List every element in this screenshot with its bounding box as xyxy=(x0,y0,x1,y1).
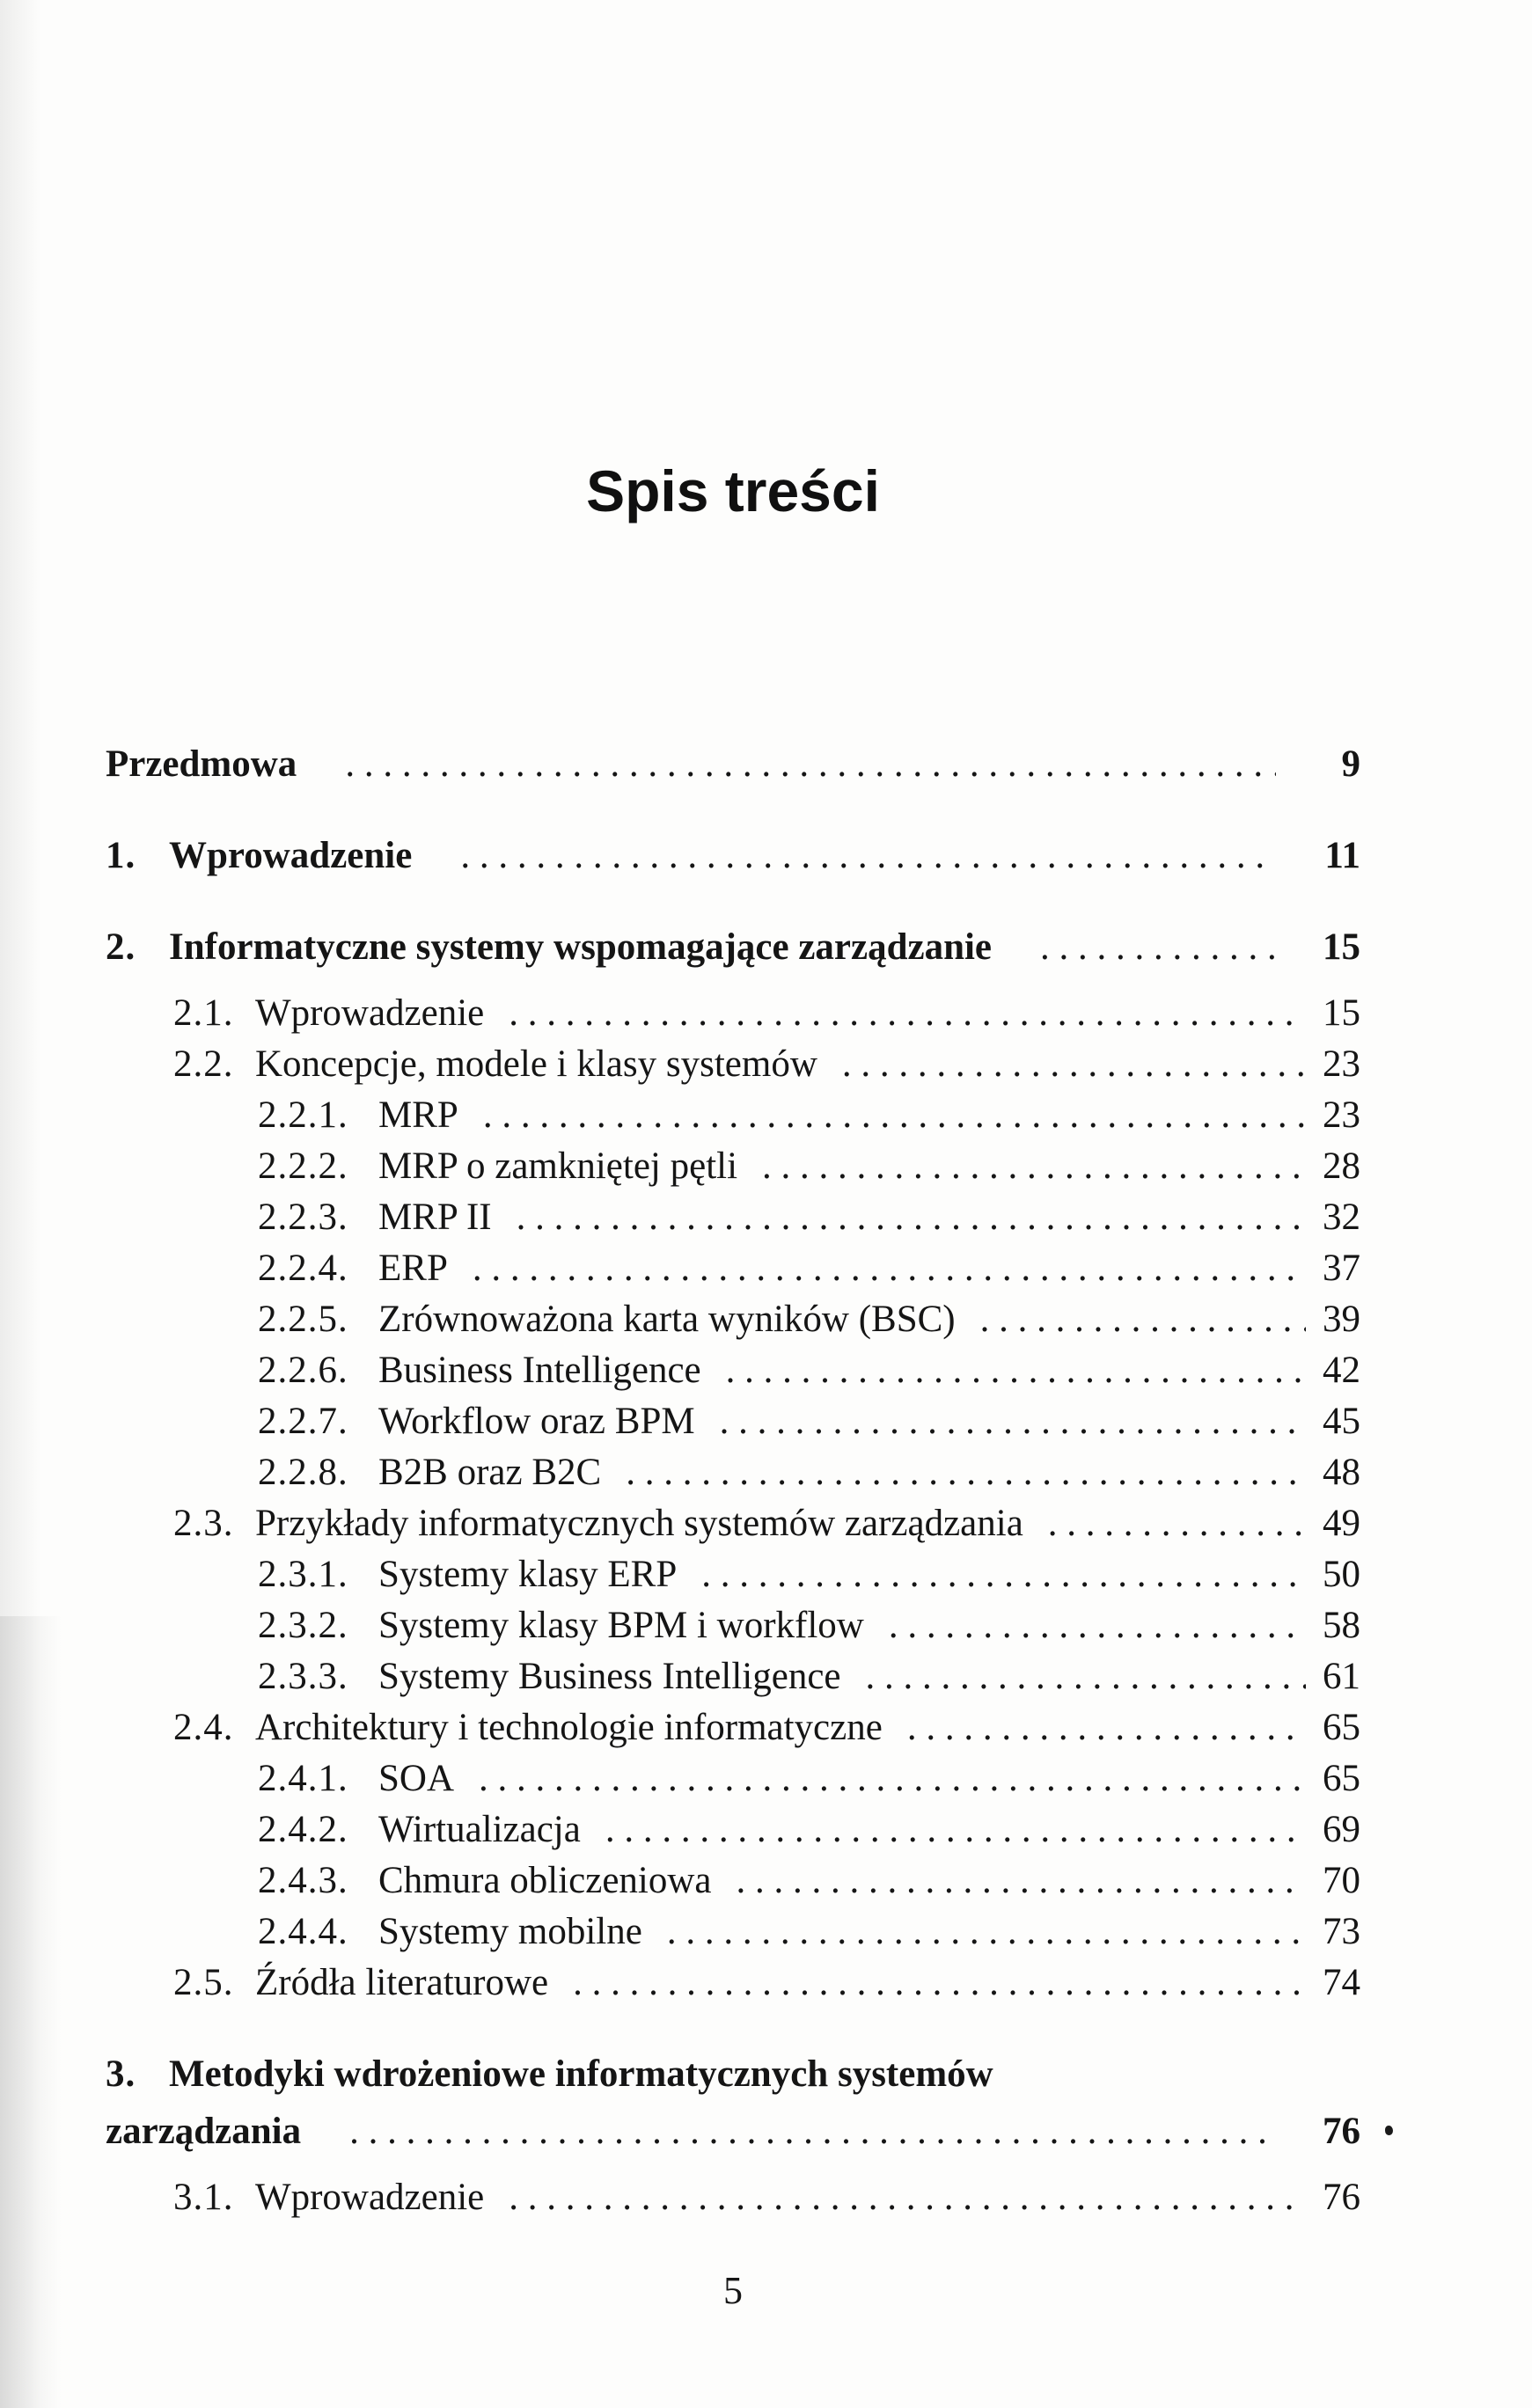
dot-leader xyxy=(484,988,1306,1039)
entry-number: 2.4.4. xyxy=(258,1911,348,1952)
scan-edge-shadow-bottom xyxy=(0,1616,62,2408)
dot-leader xyxy=(737,1141,1306,1192)
dot-leader xyxy=(677,1549,1306,1600)
toc-entry-row xyxy=(106,1907,1360,1958)
toc-entry-row xyxy=(106,1753,1360,1804)
dot-leader xyxy=(454,1753,1306,1804)
entry-page-number: 73 xyxy=(1323,1911,1360,1952)
entry-label: Chmura obliczeniowa xyxy=(378,1860,712,1901)
page-title: Spis treści xyxy=(586,458,880,523)
entry-page-number: 45 xyxy=(1323,1401,1360,1442)
entry-number: 2.3.3. xyxy=(258,1656,348,1697)
entry-label: Business Intelligence xyxy=(378,1350,701,1391)
entry-page-number: 76 xyxy=(1323,2111,1360,2152)
entry-page-number: 42 xyxy=(1323,1350,1360,1391)
entry-label: Zrównoważona karta wyników (BSC) xyxy=(378,1299,956,1340)
dot-leader xyxy=(642,1907,1306,1958)
dot-leader xyxy=(701,1345,1306,1396)
dot-leader xyxy=(301,2106,1276,2157)
entry-label: Systemy klasy BPM i workflow xyxy=(378,1605,864,1646)
entry-page-number: 28 xyxy=(1323,1145,1360,1187)
entry-number: 3. xyxy=(106,2053,136,2095)
dot-leader xyxy=(695,1396,1306,1447)
entry-label: MRP xyxy=(378,1094,458,1136)
dot-leader xyxy=(492,1192,1306,1243)
entry-number: 2.2. xyxy=(173,1043,234,1085)
entry-page-number: 70 xyxy=(1323,1860,1360,1901)
ink-speck-artifact xyxy=(1385,2126,1393,2135)
toc-entry-row xyxy=(106,922,1360,973)
entry-number: 2.2.4. xyxy=(258,1248,348,1289)
toc-entry-row xyxy=(106,1243,1360,1294)
toc-entry-row xyxy=(106,1090,1360,1141)
entry-label: Workflow oraz BPM xyxy=(378,1401,695,1442)
entry-number: 2.2.6. xyxy=(258,1350,348,1391)
entry-number: 2.3. xyxy=(173,1503,234,1544)
toc-entry-row xyxy=(106,1651,1360,1702)
toc-entry-row xyxy=(106,1958,1360,2009)
toc-entry-row xyxy=(106,1804,1360,1855)
dot-leader xyxy=(484,2172,1306,2223)
entry-page-number: 69 xyxy=(1323,1809,1360,1850)
entry-number: 2.1. xyxy=(173,992,234,1034)
toc-entry-row xyxy=(106,1855,1360,1907)
dot-leader xyxy=(841,1651,1307,1702)
dot-leader xyxy=(581,1804,1306,1855)
entry-page-number: 15 xyxy=(1323,926,1360,968)
entry-page-number: 74 xyxy=(1323,1962,1360,2003)
entry-page-number: 65 xyxy=(1323,1758,1360,1799)
toc-entry-row xyxy=(106,2106,1360,2157)
entry-label: Koncepcje, modele i klasy systemów xyxy=(255,1043,817,1085)
entry-page-number: 48 xyxy=(1323,1452,1360,1493)
dot-leader xyxy=(712,1855,1306,1907)
entry-number: 2.2.3. xyxy=(258,1197,348,1238)
entry-number: 2.4.3. xyxy=(258,1860,348,1901)
entry-page-number: 39 xyxy=(1323,1299,1360,1340)
entry-label: MRP II xyxy=(378,1197,492,1238)
dot-leader xyxy=(458,1090,1306,1141)
entry-label: Systemy mobilne xyxy=(378,1911,642,1952)
entry-page-number: 49 xyxy=(1323,1503,1360,1544)
entry-number: 2. xyxy=(106,926,136,968)
entry-page-number: 23 xyxy=(1323,1094,1360,1136)
entry-label: MRP o zamkniętej pętli xyxy=(378,1145,738,1187)
entry-number: 2.5. xyxy=(173,1962,234,2003)
entry-page-number: 58 xyxy=(1323,1605,1360,1646)
entry-label: Systemy Business Intelligence xyxy=(378,1656,841,1697)
entry-page-number: 15 xyxy=(1323,992,1360,1034)
entry-label: ERP xyxy=(378,1248,448,1289)
scan-edge-shadow xyxy=(0,0,40,2408)
folio-page-number: 5 xyxy=(723,2269,743,2312)
entry-label: Wprowadzenie xyxy=(255,2177,485,2218)
toc-entry-row xyxy=(106,2172,1360,2223)
entry-number: 2.3.1. xyxy=(258,1554,348,1595)
toc-entry-row xyxy=(106,1141,1360,1192)
dot-leader xyxy=(956,1294,1306,1345)
entry-page-number: 32 xyxy=(1323,1197,1360,1238)
toc-entry-row xyxy=(106,1447,1360,1498)
entry-number: 2.2.2. xyxy=(258,1145,348,1187)
entry-page-number: 65 xyxy=(1323,1707,1360,1748)
entry-number: 2.4.2. xyxy=(258,1809,348,1850)
entry-page-number: 23 xyxy=(1323,1043,1360,1085)
toc-entry-row xyxy=(106,2049,1360,2100)
dot-leader xyxy=(548,1958,1306,2009)
entry-label: Informatyczne systemy wspomagające zarządzanie xyxy=(169,926,993,968)
toc-entry-row xyxy=(106,1039,1360,1090)
entry-label: Przedmowa xyxy=(106,743,297,785)
entry-page-number: 76 xyxy=(1323,2177,1360,2218)
entry-number: 2.3.2. xyxy=(258,1605,348,1646)
toc-entry-row xyxy=(106,1702,1360,1753)
toc-entry-row xyxy=(106,1498,1360,1549)
entry-label: zarządzania xyxy=(106,2111,302,2152)
toc-entry-row xyxy=(106,1396,1360,1447)
entry-page-number: 11 xyxy=(1324,835,1360,876)
entry-number: 2.4. xyxy=(173,1707,234,1748)
dot-leader xyxy=(992,922,1276,973)
entry-label: Systemy klasy ERP xyxy=(378,1554,678,1595)
entry-page-number: 9 xyxy=(1341,743,1360,785)
entry-label: Przykłady informatycznych systemów zarządzania xyxy=(255,1503,1023,1544)
toc-entry-row xyxy=(106,1294,1360,1345)
dot-leader xyxy=(448,1243,1306,1294)
toc-list xyxy=(106,739,1360,2223)
entry-label: Metodyki wdrożeniowe informatycznych systemów xyxy=(169,2053,993,2095)
entry-label: Wprowadzenie xyxy=(255,992,485,1034)
toc-entry-row xyxy=(106,1600,1360,1651)
entry-label: Wirtualizacja xyxy=(378,1809,581,1850)
dot-leader xyxy=(817,1039,1306,1090)
entry-number: 2.2.7. xyxy=(258,1401,348,1442)
entry-page-number: 50 xyxy=(1323,1554,1360,1595)
entry-number: 2.4.1. xyxy=(258,1758,348,1799)
dot-leader xyxy=(601,1447,1306,1498)
entry-number: 1. xyxy=(106,835,136,876)
toc-entry-row xyxy=(106,831,1360,882)
dot-leader xyxy=(412,831,1276,882)
dot-leader xyxy=(1023,1498,1306,1549)
entry-number: 2.2.1. xyxy=(258,1094,348,1136)
toc-entry-row xyxy=(106,1549,1360,1600)
toc-entry-row xyxy=(106,988,1360,1039)
dot-leader xyxy=(864,1600,1306,1651)
dot-leader xyxy=(297,739,1276,790)
entry-number: 2.2.8. xyxy=(258,1452,348,1493)
entry-page-number: 37 xyxy=(1323,1248,1360,1289)
entry-label: SOA xyxy=(378,1758,455,1799)
dot-leader xyxy=(883,1702,1306,1753)
entry-number: 2.2.5. xyxy=(258,1299,348,1340)
entry-label: Architektury i technologie informatyczne xyxy=(255,1707,883,1748)
entry-label: B2B oraz B2C xyxy=(378,1452,602,1493)
toc-entry-row xyxy=(106,739,1360,790)
entry-number: 3.1. xyxy=(173,2177,234,2218)
entry-label: Wprowadzenie xyxy=(169,835,413,876)
toc-entry-row xyxy=(106,1345,1360,1396)
toc-entry-row xyxy=(106,1192,1360,1243)
entry-page-number: 61 xyxy=(1323,1656,1360,1697)
entry-label: Źródła literaturowe xyxy=(255,1962,549,2003)
